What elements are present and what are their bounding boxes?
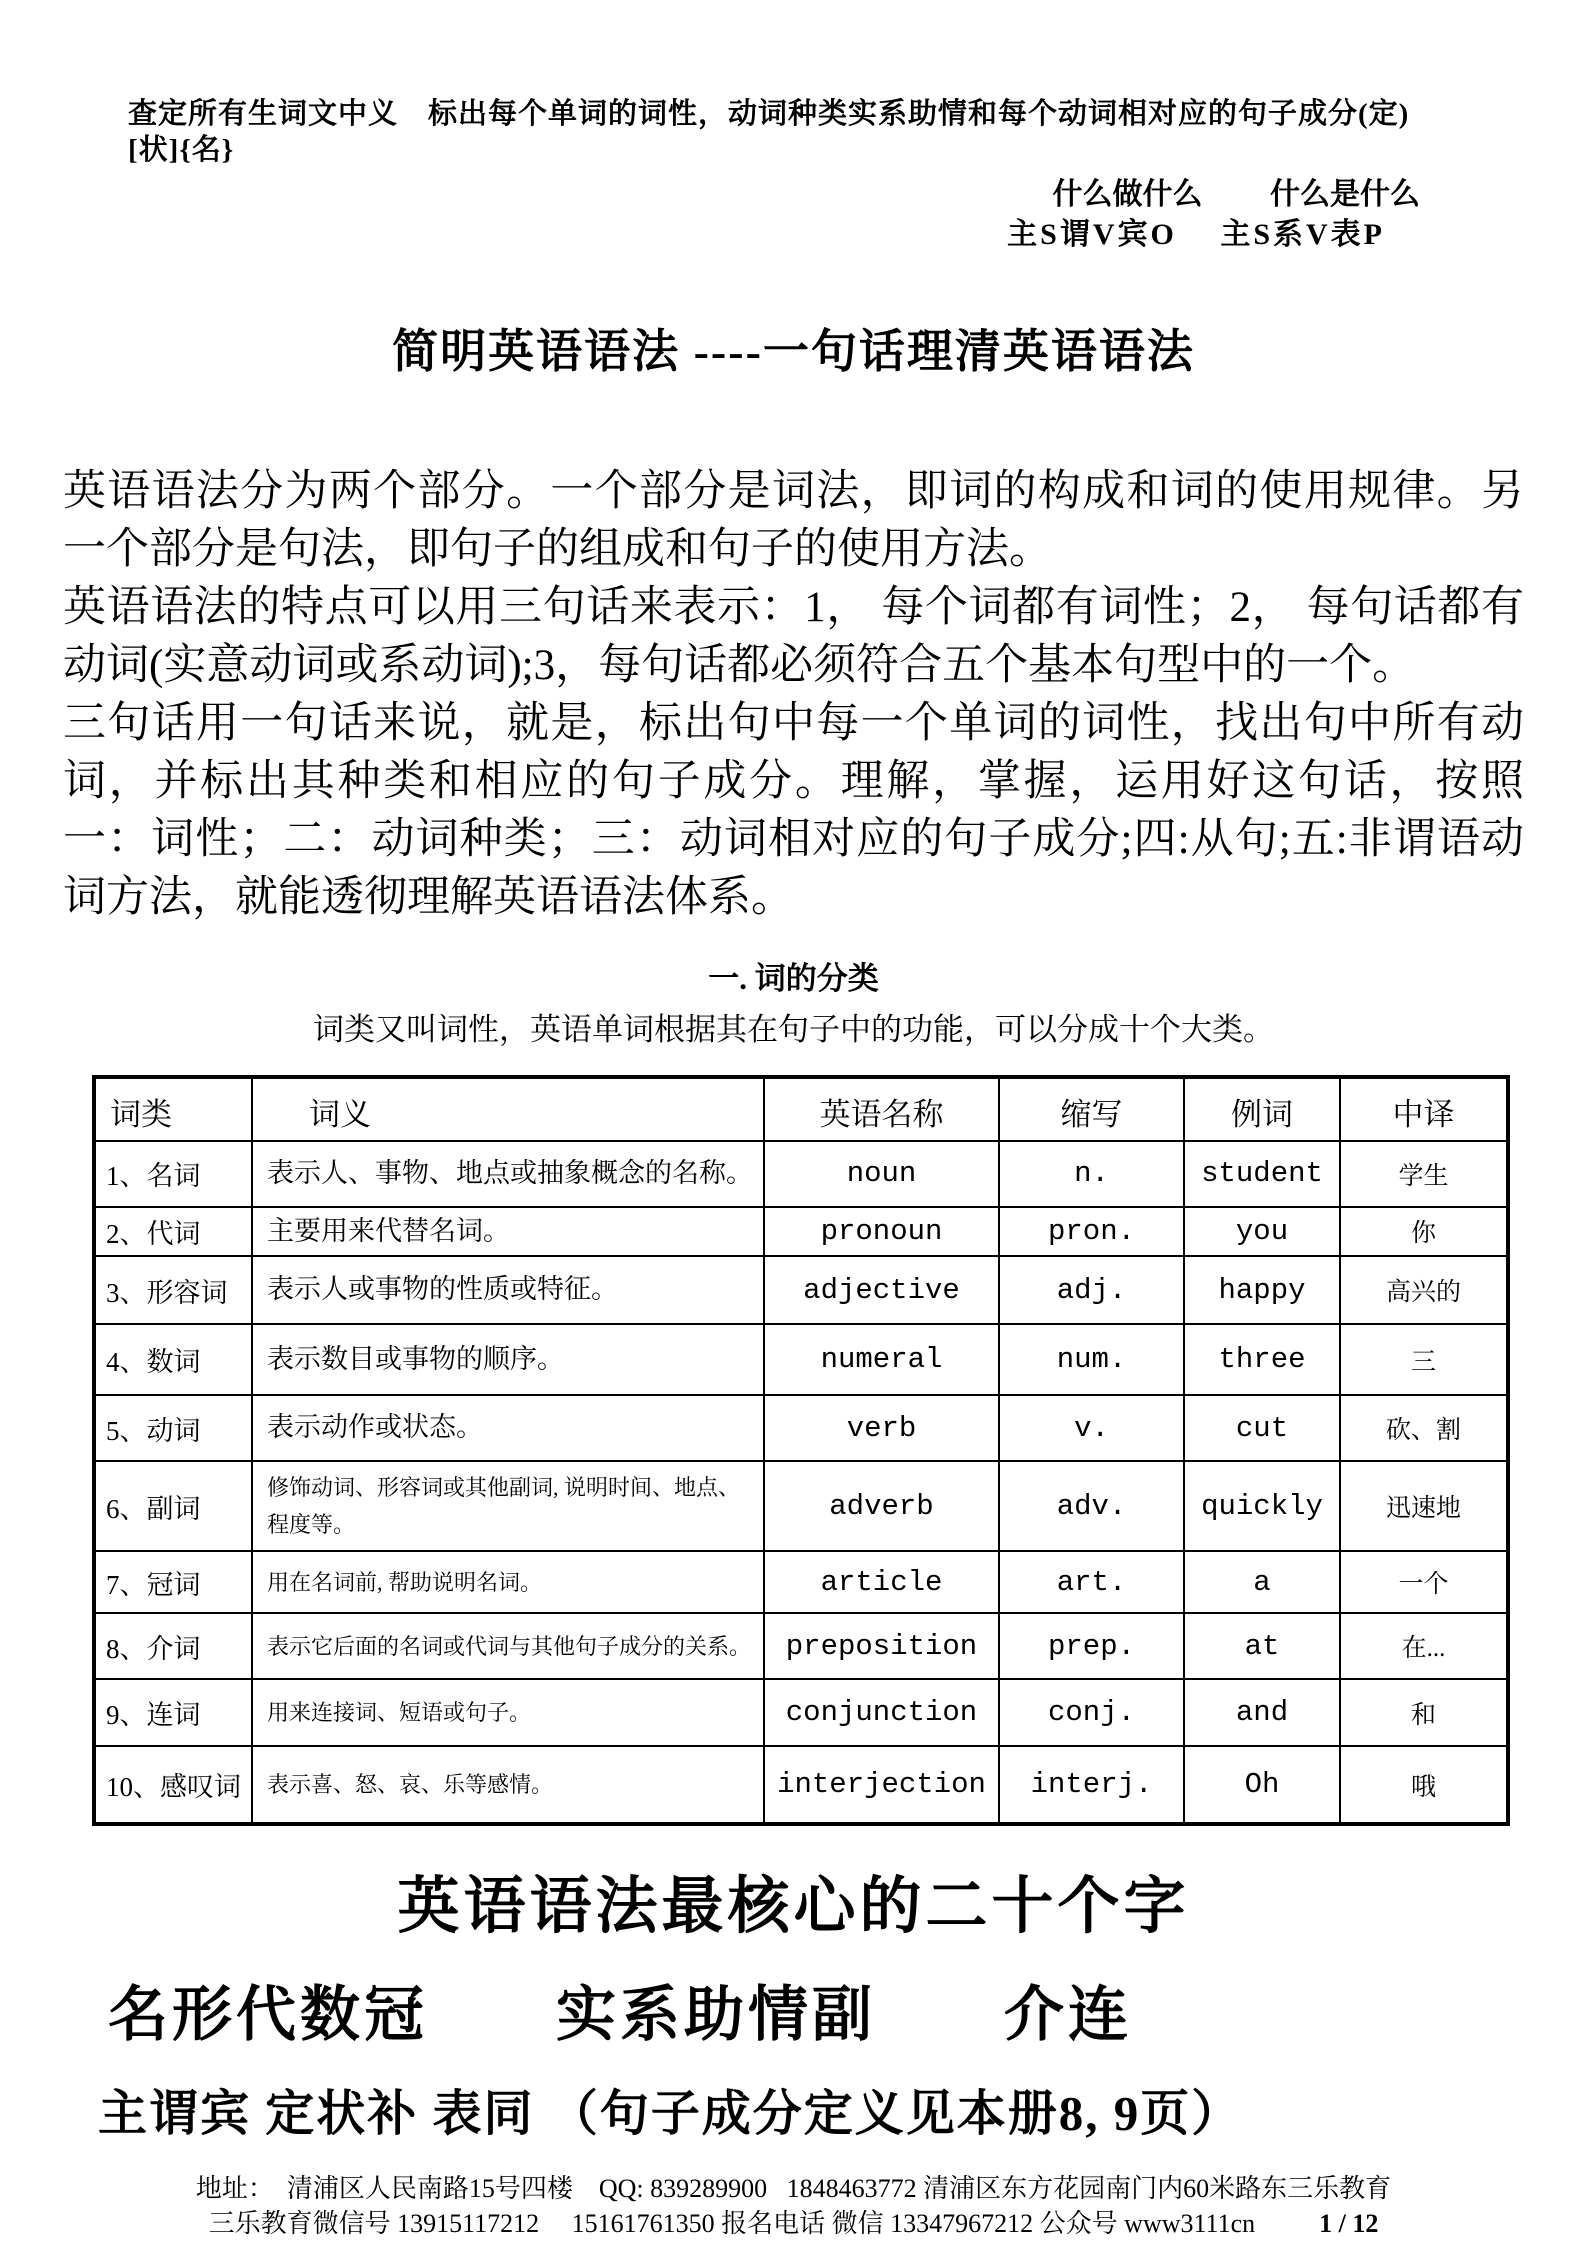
table-cell: num.: [999, 1324, 1184, 1395]
table-column-header: 英语名称: [764, 1077, 999, 1141]
page-footer: [0, 2171, 1587, 2241]
table-cell: interjection: [764, 1746, 999, 1824]
table-cell: 三: [1340, 1324, 1508, 1395]
table-cell: 学生: [1340, 1141, 1508, 1207]
table-cell: 你: [1340, 1207, 1508, 1257]
table-header-row: [94, 1077, 1508, 1141]
table-cell: article: [764, 1551, 999, 1613]
footer-address-line: 地址： 清浦区人民南路15号四楼 QQ: 839289900 1848463772 清浦区东方花园南门内60米路东三乐教育: [195, 2174, 1392, 2204]
table-cell: pron.: [999, 1207, 1184, 1257]
paragraph: 英语语法分为两个部分。一个部分是词法，即词的构成和词的使用规律。另一个部分是句法，即句子的组成和句子的使用方法。: [63, 467, 1524, 573]
table-cell: adj.: [999, 1256, 1184, 1324]
core-words-groups: 名形代数冠 实系助情副 介连: [108, 1982, 1132, 2049]
footer-contact-text: 三乐教育微信号 13915117212 15161761350 报名电话 微信 13347967212 公众号 www3111cn: [208, 2209, 1256, 2239]
table-cell: noun: [764, 1141, 999, 1207]
table-cell: 8、介词: [94, 1613, 252, 1679]
table-cell: a: [1184, 1551, 1340, 1613]
table-cell: 9、连词: [94, 1679, 252, 1746]
table-cell: prep.: [999, 1613, 1184, 1679]
table-cell: adjective: [764, 1256, 999, 1324]
handwriting-annotation-block: [0, 0, 1587, 253]
intro-paragraphs: [63, 463, 1524, 927]
table-column-header: 缩写: [999, 1077, 1184, 1141]
footer-contact-line: [209, 2206, 1379, 2241]
table-cell: 用来连接词、短语或句子。: [252, 1679, 764, 1746]
table-cell: 迅速地: [1340, 1461, 1508, 1551]
table-cell: 用在名词前, 帮助说明名词。: [252, 1551, 764, 1613]
table-cell: art.: [999, 1551, 1184, 1613]
table-column-header: 词类: [94, 1077, 252, 1141]
table-cell: Oh: [1184, 1746, 1340, 1824]
table-cell: 7、冠词: [94, 1551, 252, 1613]
page-title: 简明英语语法 ----一句话理清英语语法: [392, 325, 1195, 377]
table-cell: 砍、割: [1340, 1395, 1508, 1461]
table-cell: 高兴的: [1340, 1256, 1508, 1324]
table-cell: 5、动词: [94, 1395, 252, 1461]
table-cell: 4、数词: [94, 1324, 252, 1395]
table-cell: quickly: [1184, 1461, 1340, 1551]
annotation-line-2: 什么做什么 什么是什么: [1052, 177, 1420, 211]
table-cell: 主要用来代替名词。: [252, 1207, 764, 1257]
table-cell: conj.: [999, 1679, 1184, 1746]
core-sentence-components: 主谓宾 定状补 表同 （句子成分定义见本册8, 9页）: [98, 2086, 1243, 2142]
table-cell: 10、感叹词: [94, 1746, 252, 1824]
table-row: [94, 1746, 1508, 1824]
table-cell: 一个: [1340, 1551, 1508, 1613]
table-row: [94, 1256, 1508, 1324]
table-cell: 表示人或事物的性质或特征。: [252, 1256, 764, 1324]
paragraph: 英语语法的特点可以用三句话来表示：1， 每个词都有词性；2， 每句话都有动词(实意动词或系动词);3，每句话都必须符合五个基本句型中的一个。: [63, 583, 1524, 689]
table-cell: student: [1184, 1141, 1340, 1207]
table-row: [94, 1324, 1508, 1395]
table-cell: at: [1184, 1613, 1340, 1679]
table-cell: adverb: [764, 1461, 999, 1551]
table-cell: v.: [999, 1395, 1184, 1461]
table-column-header: 中译: [1340, 1077, 1508, 1141]
table-cell: you: [1184, 1207, 1340, 1257]
table-cell: 哦: [1340, 1746, 1508, 1824]
table-row: [94, 1613, 1508, 1679]
table-cell: 在...: [1340, 1613, 1508, 1679]
page-number: 1 / 12: [1319, 2209, 1379, 2239]
section-heading: 一. 词的分类: [708, 960, 879, 996]
table-cell: and: [1184, 1679, 1340, 1746]
table-cell: 和: [1340, 1679, 1508, 1746]
table-body: [94, 1141, 1508, 1825]
table-cell: 3、形容词: [94, 1256, 252, 1324]
table-cell: 6、副词: [94, 1461, 252, 1551]
table-row: [94, 1551, 1508, 1613]
table-cell: 1、名词: [94, 1141, 252, 1207]
table-cell: happy: [1184, 1256, 1340, 1324]
paragraph: 三句话用一句话来说，就是，标出句中每一个单词的词性，找出句中所有动词，并标出其种类和相应的句子成分。理解，掌握，运用好这句话，按照一：词性；二：动词种类；三：动词相对应的句子成分;四:从句;五:非谓语动词方法，就能透彻理解英语语法体系。: [63, 699, 1524, 921]
table-cell: 表示它后面的名词或代词与其他句子成分的关系。: [252, 1613, 764, 1679]
table-cell: 修饰动词、形容词或其他副词, 说明时间、地点、程度等。: [252, 1461, 764, 1551]
table-cell: 表示数目或事物的顺序。: [252, 1324, 764, 1395]
table-cell: 表示人、事物、地点或抽象概念的名称。: [252, 1141, 764, 1207]
section-subheading: 词类又叫词性，英语单词根据其在句子中的功能，可以分成十个大类。: [313, 1011, 1274, 1047]
table-row: [94, 1461, 1508, 1551]
table-cell: three: [1184, 1324, 1340, 1395]
table-cell: conjunction: [764, 1679, 999, 1746]
table-header: [94, 1077, 1508, 1141]
word-classes-table: [92, 1075, 1510, 1827]
table-cell: pronoun: [764, 1207, 999, 1257]
table-column-header: 例词: [1184, 1077, 1340, 1141]
table-row: [94, 1395, 1508, 1461]
core-words-title: 英语语法最核心的二十个字: [397, 1873, 1190, 1942]
table-column-header: 词义: [252, 1077, 764, 1141]
table-cell: verb: [764, 1395, 999, 1461]
table-cell: adv.: [999, 1461, 1184, 1551]
table-cell: interj.: [999, 1746, 1184, 1824]
table-row: [94, 1141, 1508, 1207]
table-cell: 表示喜、怒、哀、乐等感情。: [252, 1746, 764, 1824]
table-cell: n.: [999, 1141, 1184, 1207]
table-cell: preposition: [764, 1613, 999, 1679]
annotation-line-3: 主S谓V宾O 主S系V表P: [1007, 217, 1385, 251]
table-cell: cut: [1184, 1395, 1340, 1461]
table-row: [94, 1679, 1508, 1746]
table-row: [94, 1207, 1508, 1257]
table-cell: 2、代词: [94, 1207, 252, 1257]
table-cell: 表示动作或状态。: [252, 1395, 764, 1461]
table-cell: numeral: [764, 1324, 999, 1395]
annotation-line-1: 查定所有生词文中义 标出每个单词的词性，动词种类实系助情和每个动词相对应的句子成分(定)[状]{名}: [128, 98, 1410, 167]
